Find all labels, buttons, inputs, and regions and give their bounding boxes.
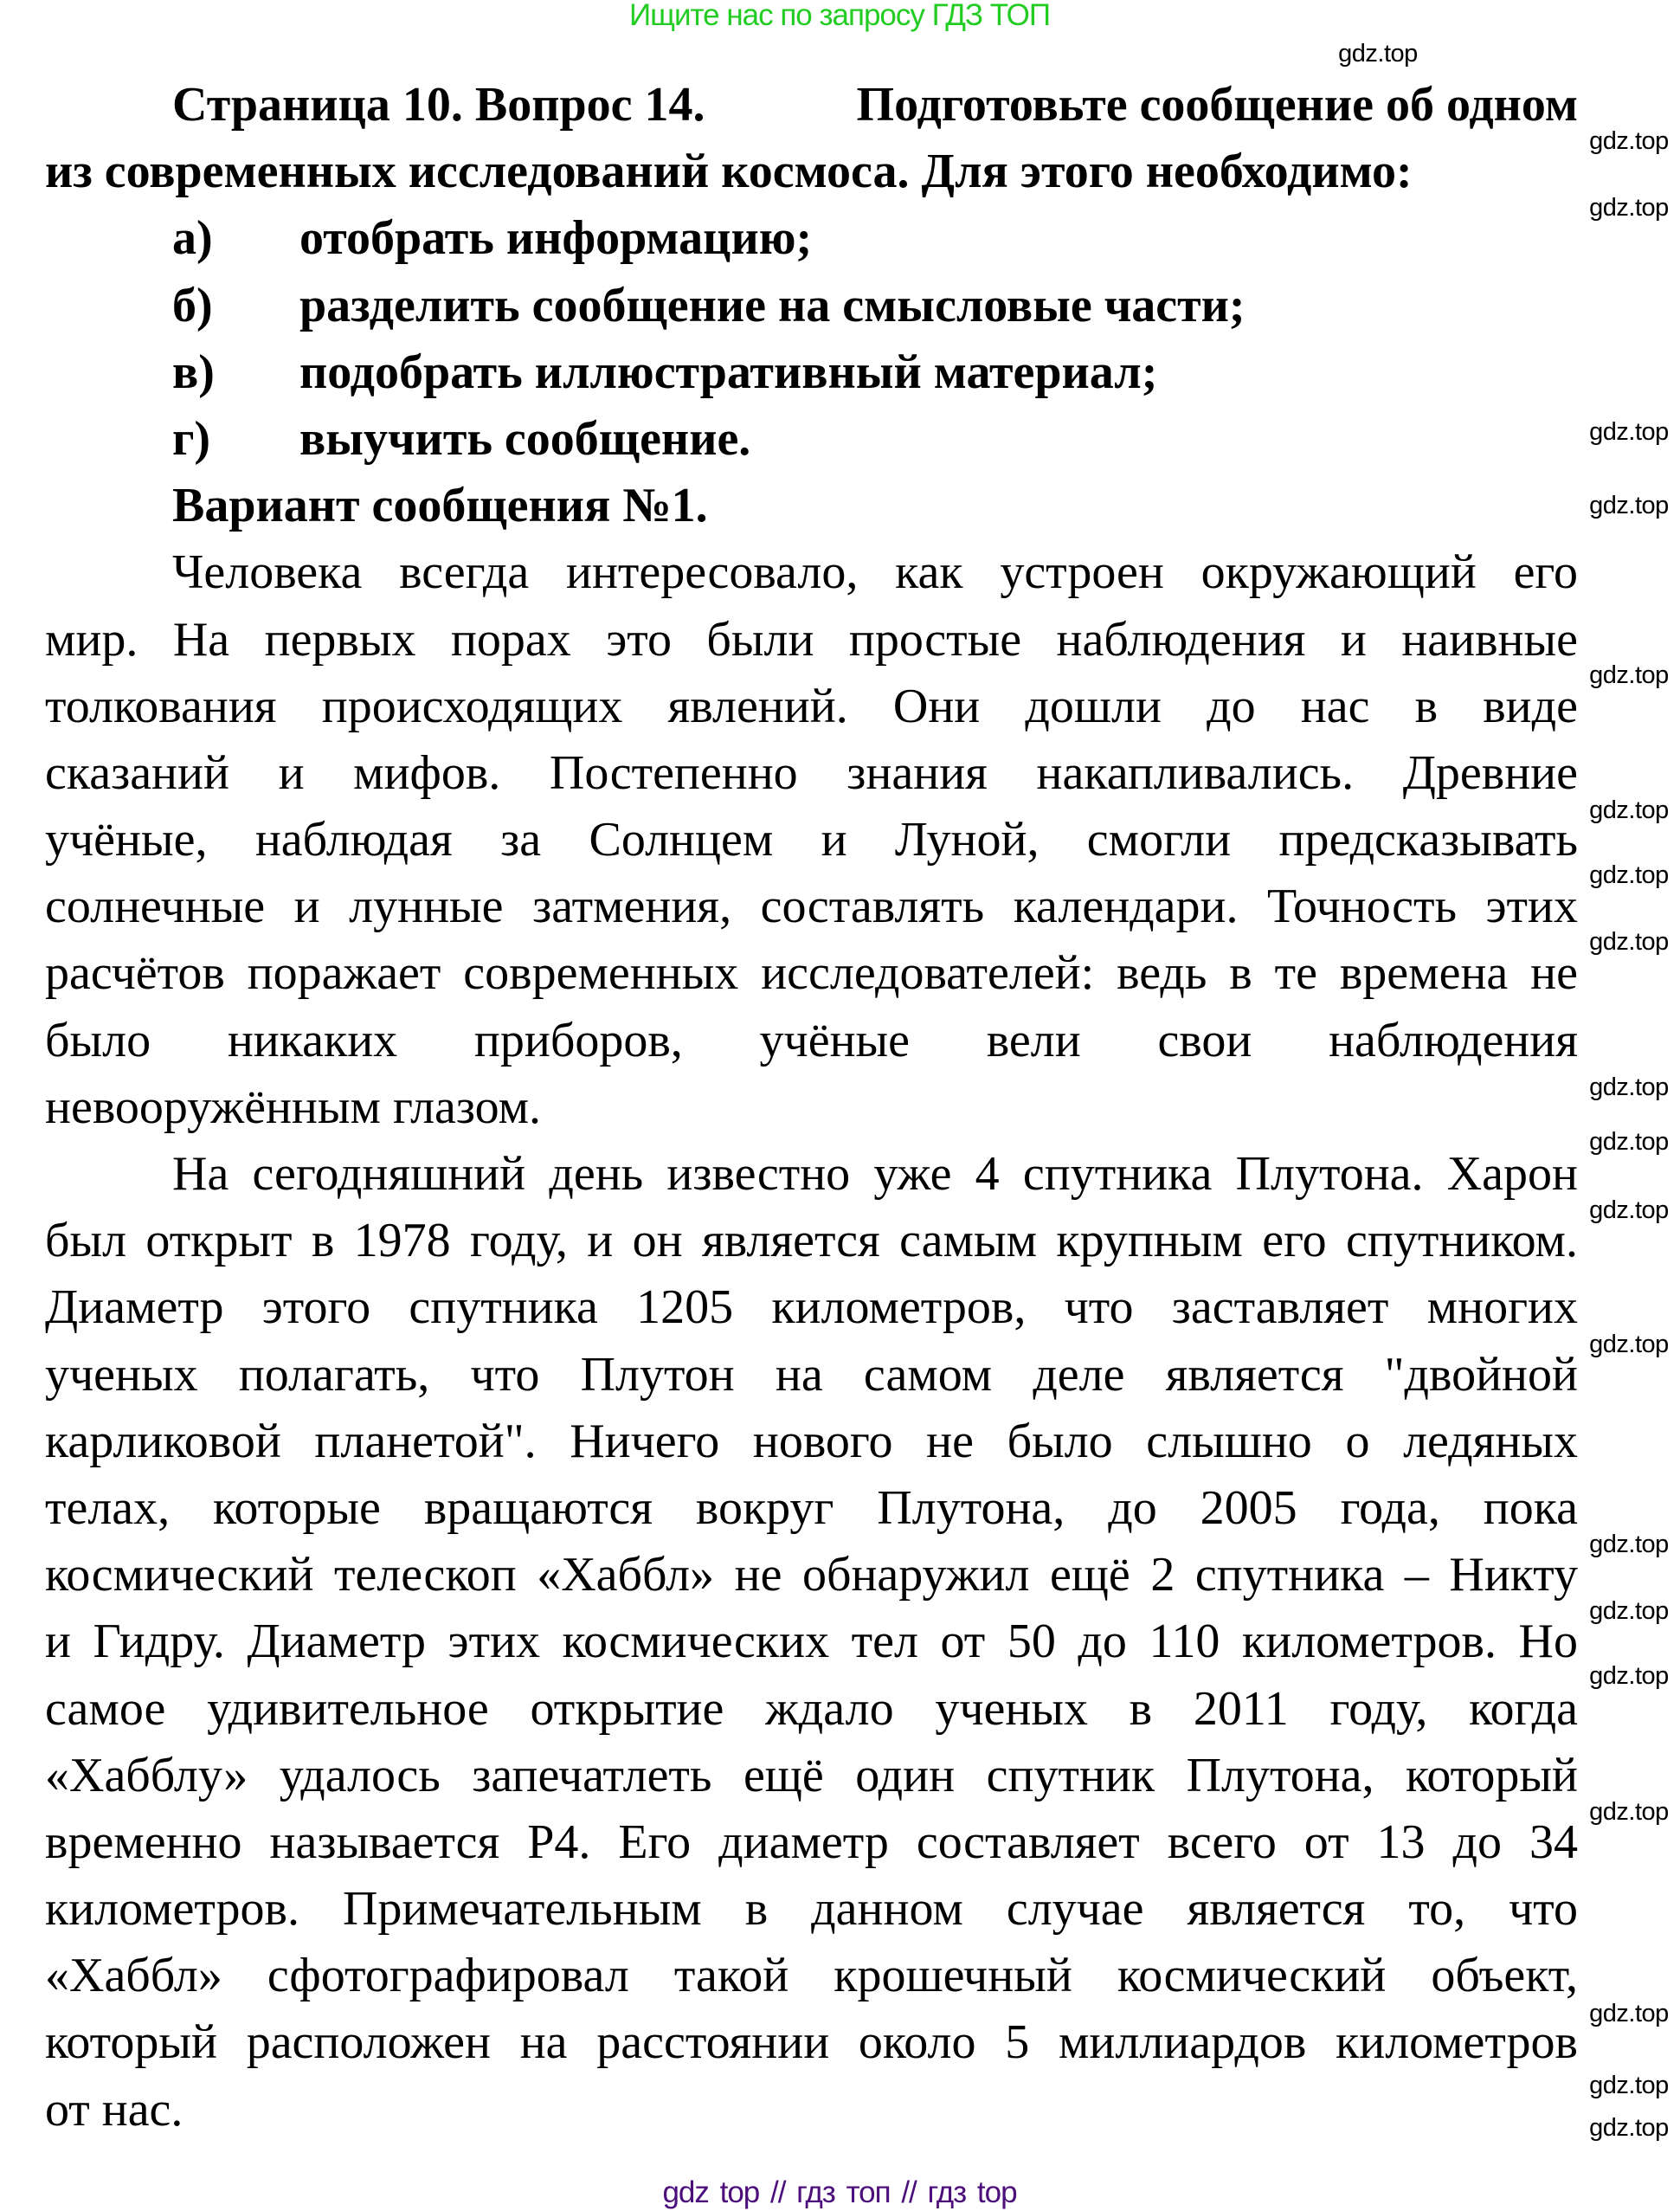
paragraph-line: На сегодняшний день известно уже 4 спутника Плутона. Харон [172,1147,1578,1201]
watermark: gdz.top [1589,1331,1669,1358]
watermark: gdz.top [1589,1531,1669,1558]
task-list-item [45,406,1578,473]
task-list-item [45,205,1578,272]
paragraph-line: было никаких приборов, учёные вели свои наблюдения [45,1013,1578,1067]
task-item-label: а) [172,211,213,266]
watermark: gdz.top [1589,796,1669,824]
watermark: gdz.top [1589,1798,1669,1826]
watermark: gdz.top [1589,2114,1669,2142]
paragraph-line: километров. Примечательным в данном случае является то, что [45,1882,1578,1937]
question-reference: Страница 10. Вопрос 14. [172,78,705,132]
paragraph-line: который расположен на расстоянии около 5 миллиардов километров [45,2015,1578,2070]
paragraph-line: невооружённым глазом. [45,1080,542,1134]
watermark: gdz.top [1589,1662,1669,1690]
paragraph-line: солнечные и лунные затмения, составлять календари. Точность этих [45,880,1578,934]
question-text-start: Подготовьте сообщение об одном [856,78,1578,132]
paragraph-line: «Хабблу» удалось запечатлеть ещё один спутник Плутона, который [45,1748,1578,1802]
paragraph-line: карликовой планетой". Ничего нового не было слышно о ледяных [45,1414,1578,1468]
paragraph-line: временно называется P4. Его диаметр составляет всего от 13 до 34 [45,1815,1578,1869]
task-item-label: в) [172,345,215,399]
paragraph-line: учёные, наблюдая за Солнцем и Луной, смогли предсказывать [45,813,1578,867]
paragraph-line: Диаметр этого спутника 1205 километров, что заставляет многих [45,1280,1578,1335]
task-list-item [45,339,1578,406]
task-item-text: подобрать иллюстративный материал; [299,345,1158,399]
paragraph-line: телах, которые вращаются вокруг Плутона, до 2005 года, пока [45,1480,1578,1535]
page-title-line-2-text: из современных исследований космоса. Для этого необходимо: [45,145,1413,199]
message-text [45,539,1578,2143]
watermark: gdz.top [1589,2000,1669,2027]
paragraph-line: самое удивительное открытие ждало ученых в 2011 году, когда [45,1681,1578,1736]
page-title-line-2 [45,139,1578,205]
watermark: gdz.top [1589,928,1669,956]
paragraph-line: сказаний и мифов. Постепенно знания накапливались. Древние [45,745,1578,800]
variant-title-text: Вариант сообщения №1. [172,479,708,533]
watermark: gdz.top [1589,861,1669,889]
variant-title [45,473,1578,539]
watermark: gdz.top [1338,40,1418,68]
paragraph-line: от нас. [45,2082,183,2137]
paragraph-line: мир. На первых порах это были простые наблюдения и наивные [45,612,1578,667]
task-item-text: отобрать информацию; [299,211,813,266]
watermark: gdz.top [1589,1128,1669,1156]
paragraph-line: толкования происходящих явлений. Они дошли до нас в виде [45,679,1578,733]
paragraph-line: ученых полагать, что Плутон на самом деле является "двойной [45,1347,1578,1402]
paragraph-line: и Гидру. Диаметр этих космических тел от 50 до 110 километров. Но [45,1615,1578,1669]
watermark: gdz.top [1589,2072,1669,2099]
paragraph [45,539,1578,1141]
watermark: gdz.top [1589,194,1669,222]
task-item-text: разделить сообщение на смысловые части; [299,278,1246,332]
watermark: gdz.top [1589,492,1669,519]
paragraph-line: расчётов поражает современных исследователей: ведь в те времена не [45,946,1578,1001]
document-body [45,72,1578,2143]
page-title-line-1 [45,72,1578,139]
task-list-item [45,273,1578,339]
paragraph-line: был открыт в 1978 году, и он является самым крупным его спутником. [45,1214,1578,1268]
task-item-label: б) [172,278,213,332]
task-item-label: г) [172,411,211,466]
paragraph-line: Человека всегда интересовало, как устроен окружающий его [172,545,1578,600]
task-list [45,205,1578,473]
watermark: gdz.top [1589,1073,1669,1101]
watermark: gdz.top [1589,418,1669,446]
watermark: gdz.top [1589,1196,1669,1224]
search-notice-banner: Ищите нас по запросу ГДЗ ТОП [629,0,1050,32]
watermark: gdz.top [1589,661,1669,689]
paragraph-line: космический телескоп «Хаббл» не обнаружил ещё 2 спутника – Никту [45,1548,1578,1602]
watermark: gdz.top [1589,1597,1669,1625]
watermark: gdz.top [1589,127,1669,155]
footer-links: gdz top // гдз топ // гдз top [662,2176,1017,2209]
task-item-text: выучить сообщение. [299,411,751,466]
paragraph-line: «Хаббл» сфотографировал такой крошечный космический объект, [45,1949,1578,2003]
paragraph [45,1141,1578,2143]
